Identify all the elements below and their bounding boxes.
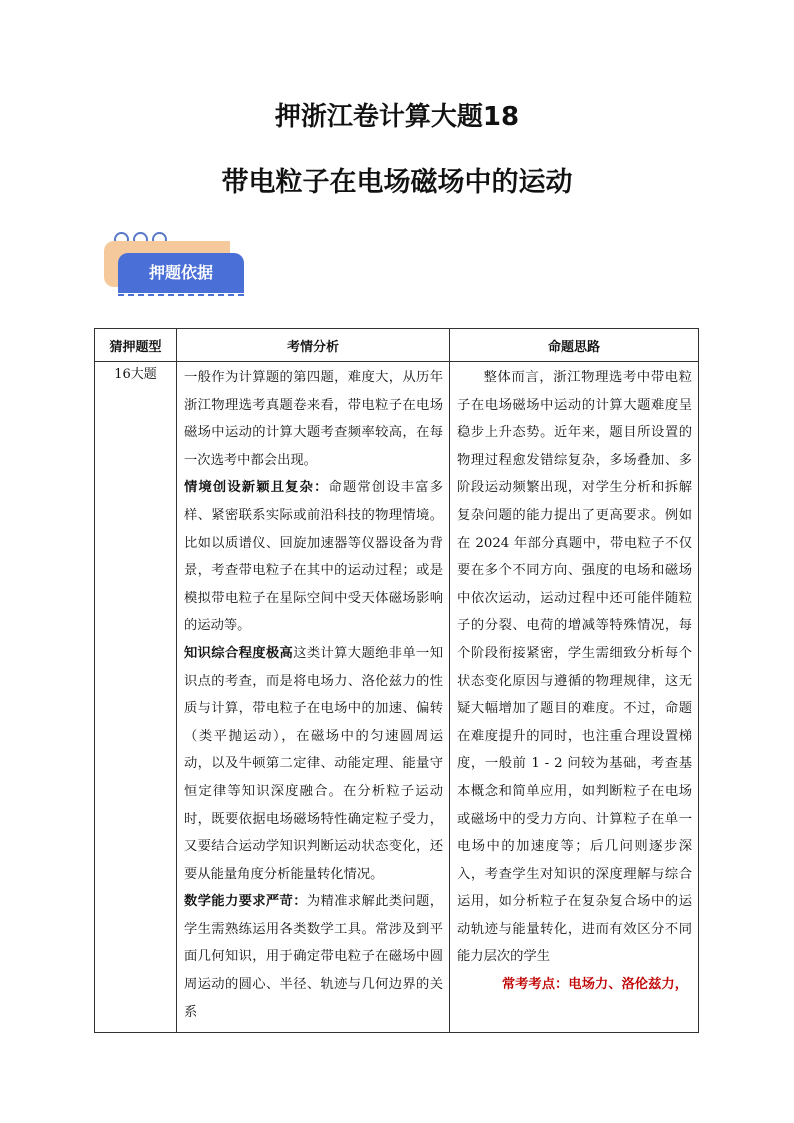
proposition-idea-cell — [450, 362, 699, 1033]
analysis-point — [184, 888, 443, 1026]
analysis-point-text: 为精准求解此类问题，学生需熟练运用各类数学工具。常涉及到平面几何知识，用于确定带电粒子在磁场中圆周运动的圆心、半径、轨迹与几何边界的关系 — [184, 894, 444, 1020]
analysis-point — [184, 640, 443, 888]
common-points-note: 常考考点：电场力、洛伦兹力， — [501, 977, 688, 993]
analysis-point — [184, 474, 443, 640]
analysis-point-text: 命题常创设丰富多样、紧密联系实际或前沿科技的物理情境。比如以质谱仪、回旋加速器等仪器设备为背景，考查带电粒子在其中的运动过程；或是模拟带电粒子在星际空间中受天体磁场影响的运动等。 — [184, 480, 443, 634]
page-subtitle: 带电粒子在电场磁场中的运动 — [221, 167, 573, 198]
analysis-intro: 一般作为计算题的第四题，难度大，从历年浙江物理选考真题卷来看，带电粒子在电场磁场中运动的计算大题考查频率较高，在每一次选考中都会出现。 — [184, 370, 443, 468]
analysis-point-title: 情境创设新颖且复杂： — [184, 480, 329, 496]
exam-analysis-cell — [177, 362, 450, 1033]
analysis-point-title: 知识综合程度极高 — [184, 645, 294, 661]
header-question-type: 猜押题型 — [95, 329, 177, 362]
badge-label: 押题依据 — [118, 253, 244, 293]
question-type-cell: 16大题 — [95, 362, 177, 1033]
table-header-row — [95, 329, 699, 362]
page-title: 押浙江卷计算大题18 — [274, 102, 520, 132]
header-exam-analysis: 考情分析 — [177, 329, 450, 362]
analysis-point-text: 这类计算大题绝非单一知识点的考查，而是将电场力、洛伦兹力的性质与计算，带电粒子在电场中的加速、偏转（类平抛运动），在磁场中的匀速圆周运动，以及牛顿第二定律、动能定理、能量守恒定律等知识深度融合。在分析粒子运动时，既要依据电场磁场特性确定粒子受力，又要结合运动学知识判断运动状态变化，还要从能量角度分析能量转化情况。 — [184, 645, 444, 882]
badge-dashed-underline — [118, 294, 244, 296]
section-badge — [104, 230, 249, 300]
analysis-table — [94, 328, 699, 1033]
table-row — [95, 362, 699, 1033]
idea-text: 整体而言，浙江物理选考中带电粒子在电场磁场中运动的计算大题难度呈稳步上升态势。近年来，题目所设置的物理过程愈发错综复杂，多场叠加、多阶段运动频繁出现，对学生分析和拆解复杂问题的能力提出了更高要求。例如在 2024 年部分真题中，带电粒子不仅要在多个不同方向、强度的电场和磁场中依次运动，运动过程中还可能伴随粒子的分裂、电荷的增减等特殊情况，每个阶段衔接紧密，学生需细致分析每个状态变化原因与遵循的物理规律，这无疑大幅增加了题目的难度。不过，命题在难度提升的同时，也注重合理设置梯度，一般前 1 - 2 问较为基础，考查基本概念和简单应用，如判断粒子在电场或磁场中的受力方向、计算粒子在单一电场中的加速度等；后几问则逐步深入，考查学生对知识的深度理解与综合运用，如分析粒子在复杂复合场中的运动轨迹与能量转化，进而有效区分不同能力层次的学生 — [457, 370, 692, 965]
header-proposition-idea: 命题思路 — [450, 329, 699, 362]
analysis-point-title: 数学能力要求严苛： — [184, 894, 307, 910]
